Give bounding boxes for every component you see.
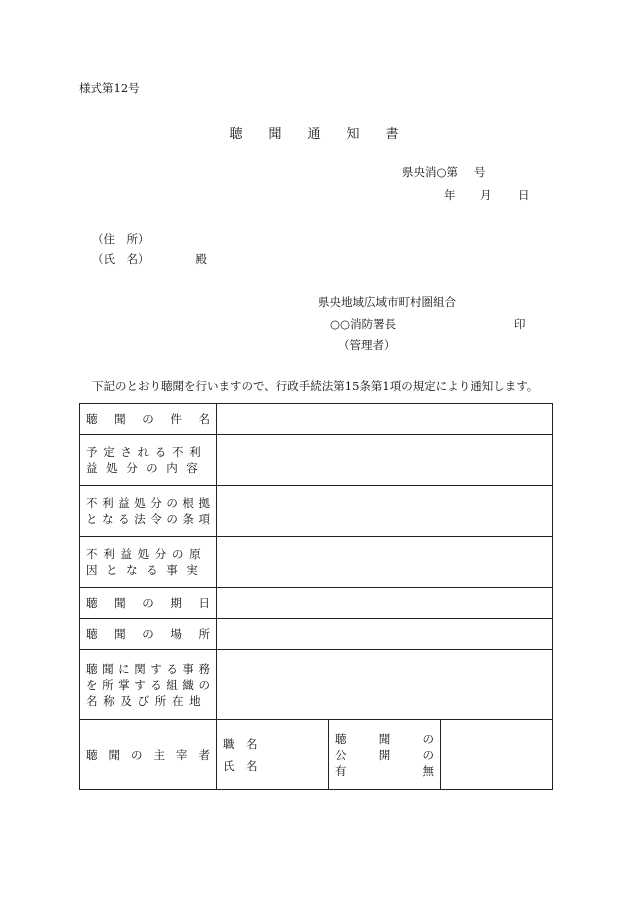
label-char: 法	[134, 512, 146, 526]
intro-text: 下記のとおり聴聞を行いますので、行政手続法第15条第1項の規定により通知します。	[92, 379, 539, 393]
name-label-presider: 氏 名	[223, 758, 258, 773]
row-label	[80, 537, 217, 588]
label-char: る	[150, 677, 162, 692]
row-value[interactable]	[217, 619, 553, 650]
address-label: （住 所）	[92, 232, 150, 246]
label-char: 名	[86, 693, 98, 708]
title-char: 知	[346, 127, 362, 142]
sender-chief: ○○消防署長	[330, 317, 397, 331]
label-char: 掌	[118, 677, 130, 692]
label-char: 公	[335, 747, 347, 762]
label-char: を	[86, 677, 98, 692]
label-char: 利	[189, 445, 201, 459]
table-row	[80, 486, 553, 537]
label-char: び	[137, 693, 150, 708]
label-char: 聞	[108, 747, 120, 762]
label-char: 主	[153, 747, 165, 762]
label-char: 及	[120, 693, 132, 708]
sender-organization: 県央地域広域市町村圏組合	[318, 295, 456, 309]
label-char: さ	[120, 445, 132, 459]
label-char: 事	[182, 661, 194, 676]
label-char: の	[142, 596, 154, 610]
label-char: 実	[186, 563, 198, 577]
row-value[interactable]	[217, 650, 553, 720]
label-char: 益	[86, 461, 98, 475]
label-char: の	[166, 496, 178, 510]
row-label	[80, 404, 217, 435]
label-char: 聞	[114, 412, 126, 426]
label-char: る	[146, 563, 158, 577]
label-char: 名	[198, 412, 210, 426]
title-char: 聴	[229, 127, 245, 142]
label-char: す	[134, 677, 146, 692]
label-char: 称	[103, 693, 115, 708]
label-char: 地	[189, 693, 201, 708]
date-month: 月	[480, 188, 492, 202]
label-char: の	[146, 461, 158, 475]
title-char: 聞	[268, 127, 284, 142]
label-char: 期	[170, 596, 182, 610]
label-char: る	[154, 445, 167, 459]
label-char: 事	[166, 563, 178, 577]
row-label	[80, 435, 217, 486]
label-char: 所	[154, 693, 167, 708]
label-char: す	[150, 661, 162, 676]
row-label-line	[86, 546, 210, 562]
label-char: 務	[198, 661, 210, 676]
row-label-line	[86, 411, 210, 427]
row-label	[80, 619, 217, 650]
label-char: な	[126, 563, 138, 577]
date-day: 日	[518, 188, 530, 202]
label-char: 項	[198, 512, 210, 526]
label-char: 聴	[86, 412, 98, 426]
form-number: 様式第12号	[79, 81, 140, 95]
label-char: 聴	[86, 661, 98, 676]
table-row	[80, 537, 553, 588]
label-char: 宰	[176, 747, 188, 762]
label-char: の	[198, 677, 210, 692]
document-title	[0, 123, 630, 142]
label-char: の	[171, 547, 184, 561]
label-char: 不	[86, 496, 98, 510]
row-label-line	[86, 460, 210, 476]
label-char: 処	[106, 461, 118, 475]
label-char: の	[142, 627, 154, 641]
label-char: 不	[86, 547, 98, 561]
honorific: 殿	[195, 252, 207, 266]
row-value[interactable]	[217, 404, 553, 435]
label-char: 処	[137, 547, 150, 561]
label-char: な	[102, 512, 114, 526]
label-char: 織	[182, 677, 194, 692]
table-row	[80, 404, 553, 435]
seal-mark: 印	[514, 317, 526, 331]
label-char: 聴	[86, 747, 98, 762]
label-char: 利	[102, 496, 114, 510]
label-char: 有	[335, 763, 347, 778]
title-char: 通	[307, 127, 323, 142]
label-char: の	[166, 512, 178, 526]
label-char: 者	[198, 747, 210, 762]
label-char: 益	[120, 547, 132, 561]
public-label-line	[335, 763, 434, 779]
name-label: （氏 名）	[92, 252, 150, 266]
label-char: 処	[134, 496, 146, 510]
label-char: 利	[103, 547, 115, 561]
document-number	[402, 164, 486, 180]
label-char: の	[142, 412, 154, 426]
row-label-line	[86, 595, 210, 611]
label-char: 原	[189, 547, 201, 561]
row-value[interactable]	[217, 486, 553, 537]
public-value-cell[interactable]	[441, 720, 553, 790]
label-char: の	[131, 747, 143, 762]
row-label-line	[86, 495, 210, 511]
row-label	[80, 650, 217, 720]
label-char: の	[422, 747, 434, 762]
label-char: 聞	[378, 731, 391, 746]
label-char: 関	[134, 661, 146, 676]
label-char: と	[106, 563, 118, 577]
row-label-line	[86, 693, 210, 709]
row-label	[80, 588, 217, 619]
post-row	[223, 736, 322, 752]
presider-post-name-cell	[217, 720, 329, 790]
label-char: 組	[166, 677, 178, 692]
row-value[interactable]	[217, 435, 553, 486]
label-char: 無	[422, 763, 434, 778]
label-char: 分	[154, 547, 167, 561]
hearing-details-table	[79, 403, 553, 790]
label-char: 聴	[86, 596, 98, 610]
label-char: 聞	[114, 596, 126, 610]
public-label-line	[335, 747, 434, 763]
label-char: 場	[170, 627, 182, 641]
presider-label	[80, 720, 217, 790]
date-year: 年	[444, 188, 456, 202]
doc-no-prefix: 県央消○第	[402, 165, 459, 179]
table-row	[80, 588, 553, 619]
row-label-line	[86, 626, 210, 642]
label-char: の	[422, 731, 434, 746]
label-char: 分	[150, 496, 162, 510]
label-char: 在	[171, 693, 184, 708]
label-char	[383, 763, 387, 779]
label-char: 聴	[86, 627, 98, 641]
table-row	[80, 650, 553, 720]
title-char: 書	[385, 127, 401, 142]
label-char: 日	[198, 596, 210, 610]
table-row	[80, 435, 553, 486]
label-char: 分	[126, 461, 138, 475]
label-char: 聞	[114, 627, 126, 641]
doc-no-suffix: 号	[474, 165, 486, 179]
label-char: 所	[198, 627, 210, 641]
public-label-line	[335, 731, 434, 747]
label-char: 件	[170, 412, 182, 426]
row-value[interactable]	[217, 588, 553, 619]
label-char: 不	[171, 445, 184, 459]
label-char: 容	[186, 461, 198, 475]
label-char: る	[166, 661, 178, 676]
post-label: 職 名	[223, 736, 258, 751]
label-char: 根	[182, 496, 194, 510]
label-char: 因	[86, 563, 98, 577]
row-label-line	[86, 562, 210, 578]
label-char: に	[118, 661, 130, 676]
name-row	[223, 758, 322, 774]
label-char: と	[86, 512, 98, 526]
presider-row	[80, 720, 553, 790]
label-char: 拠	[198, 496, 210, 510]
addressee-name	[92, 251, 207, 267]
row-label-line	[86, 661, 210, 677]
label-char: る	[118, 512, 130, 526]
table-row	[80, 619, 553, 650]
label-char: 聴	[335, 731, 347, 746]
label-char: 予	[86, 445, 98, 459]
row-value[interactable]	[217, 537, 553, 588]
row-label-line	[86, 511, 210, 527]
row-label	[80, 486, 217, 537]
label-char: 聞	[102, 661, 114, 676]
label-char: 令	[150, 512, 162, 526]
row-label-line	[86, 677, 210, 693]
label-char: 所	[102, 677, 114, 692]
sender-manager: （管理者）	[338, 338, 396, 352]
label-char: 内	[166, 461, 178, 475]
label-char: れ	[137, 445, 150, 459]
label-char: 益	[118, 496, 130, 510]
label-char: 条	[182, 512, 194, 526]
label-char: 定	[103, 445, 115, 459]
public-label-cell	[329, 720, 441, 790]
label-char: 開	[378, 747, 391, 762]
row-label-line	[86, 444, 210, 460]
issue-date	[444, 187, 530, 203]
